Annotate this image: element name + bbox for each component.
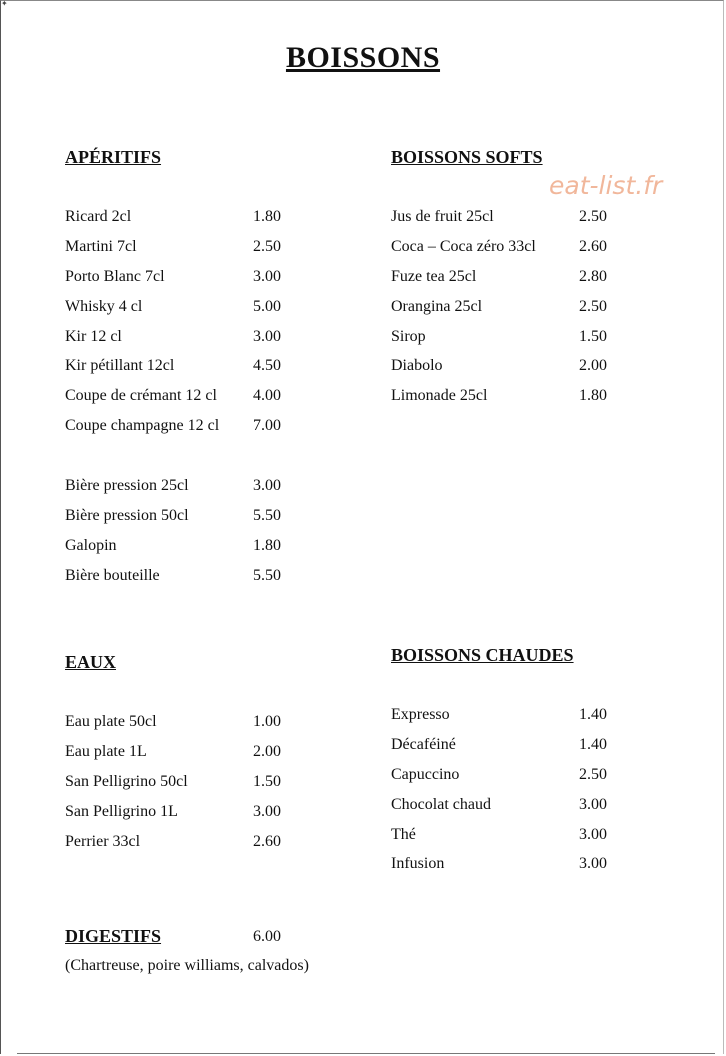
- menu-item-name: Coupe de crémant 12 cl: [65, 387, 217, 405]
- menu-item-price: 2.50: [579, 208, 607, 225]
- digestifs-note: (Chartreuse, poire williams, calvados): [65, 957, 309, 974]
- menu-item: [65, 475, 281, 505]
- menu-item-price: 7.00: [253, 417, 281, 435]
- watermark: eat-list.fr: [549, 171, 663, 200]
- menu-item-name: Martini 7cl: [65, 237, 137, 255]
- menu-item-price: 2.60: [253, 832, 281, 850]
- section-title-eaux: EAUX: [65, 652, 117, 672]
- section-title-aperitifs: APÉRITIFS: [65, 147, 162, 167]
- menu-item-name: Ricard 2cl: [65, 208, 132, 225]
- menu-item: [65, 565, 281, 595]
- menu-item: [391, 355, 607, 385]
- menu-item-price: 1.80: [253, 536, 281, 554]
- menu-item-price: 3.00: [253, 267, 281, 285]
- section-eaux: [65, 650, 281, 860]
- menu-item-name: Décaféiné: [391, 735, 456, 753]
- menu-item-price: 3.00: [253, 477, 281, 495]
- section-title-chaudes: BOISSONS CHAUDES: [391, 645, 574, 665]
- chaudes-list: [391, 704, 607, 883]
- menu-item-name: Orangina 25cl: [391, 297, 483, 315]
- menu-item-name: Thé: [391, 825, 416, 843]
- menu-item-name: Limonade 25cl: [391, 387, 488, 405]
- menu-item-price: 5.50: [253, 566, 281, 584]
- section-title-softs: BOISSONS SOFTS: [391, 147, 543, 167]
- menu-item-price: 2.50: [253, 237, 281, 255]
- corner-mark-icon: ✦: [1, 0, 8, 8]
- menu-item-name: Whisky 4 cl: [65, 297, 143, 315]
- menu-item-price: 3.00: [253, 802, 281, 820]
- menu-item-price: 2.60: [579, 237, 607, 255]
- menu-item-price: 1.40: [579, 735, 607, 753]
- menu-item: [391, 824, 607, 854]
- menu-item-name: Bière bouteille: [65, 566, 160, 584]
- menu-item-price: 2.50: [579, 297, 607, 315]
- menu-item-name: Expresso: [391, 706, 450, 723]
- menu-item: [391, 704, 607, 734]
- menu-item-price: 4.50: [253, 357, 281, 375]
- menu-item: [391, 734, 607, 764]
- menu-item-name: Bière pression 50cl: [65, 507, 189, 525]
- menu-item-name: Bière pression 25cl: [65, 477, 189, 495]
- menu-item-name: San Pelligrino 50cl: [65, 772, 188, 790]
- menu-item: [391, 794, 607, 824]
- menu-item-price: 1.00: [253, 713, 281, 730]
- menu-item-price: 4.00: [253, 387, 281, 405]
- menu-item: [65, 326, 281, 356]
- page-title: BOISSONS: [285, 41, 441, 74]
- menu-item-name: Porto Blanc 7cl: [65, 267, 165, 285]
- menu-item: [65, 355, 281, 385]
- menu-item-name: Fuze tea 25cl: [391, 267, 477, 285]
- menu-item-price: 3.00: [253, 327, 281, 345]
- menu-item: [391, 296, 607, 326]
- menu-item: [391, 764, 607, 794]
- menu-item-price: 1.50: [579, 327, 607, 345]
- menu-item-price: 5.50: [253, 507, 281, 525]
- menu-item: [65, 711, 281, 741]
- menu-item-name: Kir pétillant 12cl: [65, 357, 175, 375]
- menu-item-name: Kir 12 cl: [65, 327, 122, 345]
- menu-item-name: San Pelligrino 1L: [65, 802, 178, 820]
- menu-item: [391, 266, 607, 296]
- menu-item: [65, 505, 281, 535]
- menu-item-name: Sirop: [391, 327, 426, 345]
- section-title-digestifs: DIGESTIFS: [65, 926, 162, 946]
- menu-item: [391, 206, 607, 236]
- menu-item-price: 1.80: [579, 387, 607, 405]
- eaux-list: [65, 711, 281, 860]
- menu-item-name: Coca – Coca zéro 33cl: [391, 237, 536, 255]
- menu-item-name: Jus de fruit 25cl: [391, 208, 494, 225]
- menu-item: [391, 326, 607, 356]
- menu-item-name: Eau plate 1L: [65, 742, 147, 760]
- menu-item: [65, 741, 281, 771]
- menu-item-price: 2.00: [579, 357, 607, 375]
- menu-item-price: 2.80: [579, 267, 607, 285]
- menu-item: [65, 415, 281, 445]
- menu-item-price: 2.00: [253, 742, 281, 760]
- menu-item-price: 1.50: [253, 772, 281, 790]
- digestifs-price: 6.00: [253, 928, 281, 945]
- menu-item: [65, 236, 281, 266]
- menu-item-price: 1.40: [579, 706, 607, 723]
- menu-item-price: 1.80: [253, 208, 281, 225]
- menu-item-name: Capuccino: [391, 765, 460, 783]
- menu-item-name: Perrier 33cl: [65, 832, 141, 850]
- menu-item-name: Galopin: [65, 536, 117, 554]
- bottom-divider: [17, 1053, 715, 1054]
- softs-list: [391, 206, 607, 415]
- menu-item: [65, 206, 281, 236]
- menu-item-name: Chocolat chaud: [391, 795, 491, 813]
- section-chaudes: [391, 643, 607, 883]
- menu-item-name: Diabolo: [391, 357, 443, 375]
- section-digestifs: [65, 924, 309, 975]
- menu-item-price: 3.00: [579, 825, 607, 843]
- menu-item: [65, 831, 281, 861]
- menu-item-price: 3.00: [579, 795, 607, 813]
- menu-item: [65, 771, 281, 801]
- menu-item: [65, 296, 281, 326]
- menu-item: [65, 801, 281, 831]
- menu-item: [391, 236, 607, 266]
- menu-item: [65, 266, 281, 296]
- menu-item-name: Eau plate 50cl: [65, 713, 157, 730]
- menu-item: [391, 385, 607, 415]
- menu-item: [391, 853, 607, 883]
- group-spacer: [65, 445, 219, 475]
- aperitifs-list: [65, 206, 281, 595]
- menu-item-price: 5.00: [253, 297, 281, 315]
- menu-item: [65, 385, 281, 415]
- menu-item-price: 2.50: [579, 765, 607, 783]
- section-aperitifs: [65, 145, 281, 595]
- menu-item-name: Infusion: [391, 855, 445, 873]
- menu-item: [65, 535, 281, 565]
- menu-item-price: 3.00: [579, 855, 607, 873]
- menu-item-name: Coupe champagne 12 cl: [65, 417, 220, 435]
